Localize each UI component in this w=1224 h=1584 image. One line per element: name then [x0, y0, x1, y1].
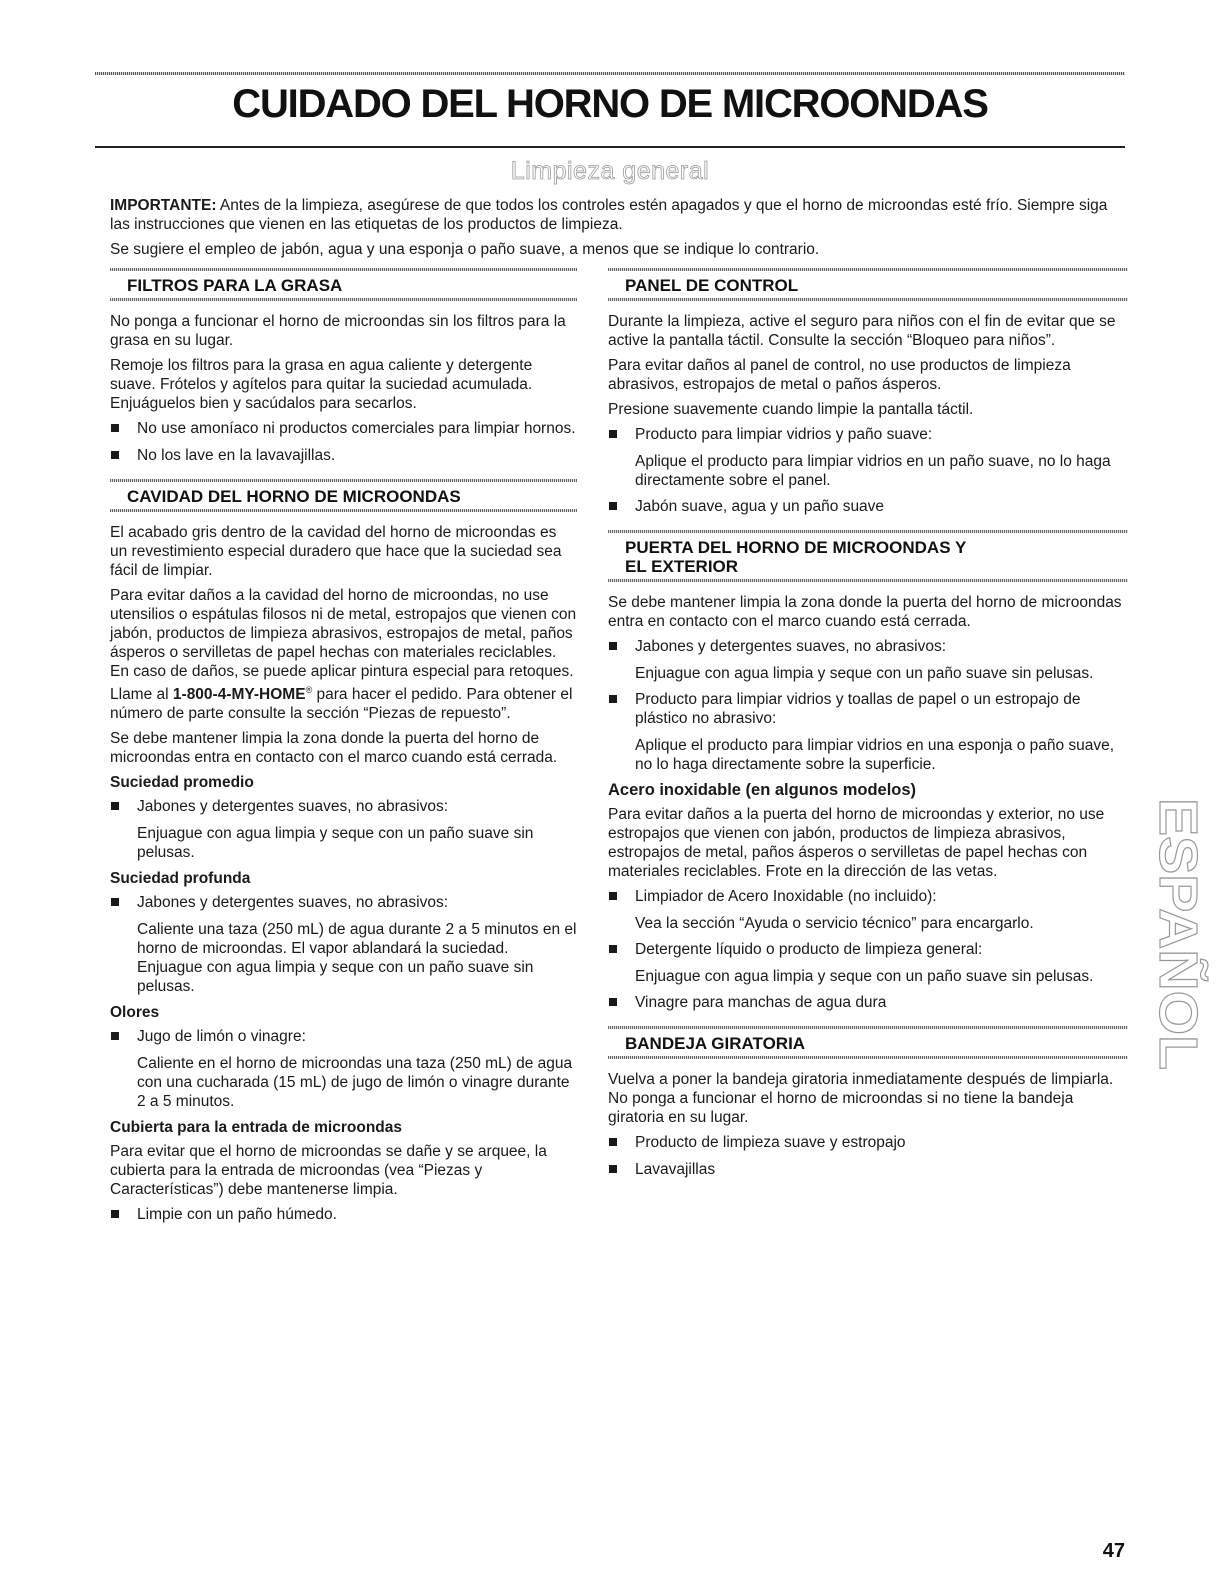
filtros-p1: No ponga a funcionar el horno de microondas sin los filtros para la grasa en su lugar.: [110, 313, 566, 349]
page-title: CUIDADO DEL HORNO DE MICROONDAS: [232, 82, 988, 126]
panel-section: [608, 268, 1128, 516]
list-item: No use amoníaco ni productos comerciales para limpiar hornos.: [110, 419, 577, 438]
bullet-icon: [111, 898, 119, 906]
puerta-bullet2-detail: Aplique el producto para limpiar vidrios en una esponja o paño suave, no lo haga directamente sobre la superficie.: [635, 737, 1115, 773]
bullet-icon: [111, 802, 119, 810]
top-divider: [95, 72, 1125, 75]
olores-label: Olores: [110, 1004, 160, 1022]
cavidad-p1: El acabado gris dentro de la cavidad del horno de microondas es un revestimiento especial duradero que hace que la suciedad sea fácil de limpiar.: [110, 524, 562, 579]
bullet-icon: [609, 430, 617, 438]
puerta-bullet1-detail: Enjuague con agua limpia y seque con un paño suave sin pelusas.: [635, 665, 1094, 682]
list-item: Jabones y detergentes suaves, no abrasivos:: [110, 797, 577, 816]
list-item: Lavavajillas: [608, 1160, 1128, 1179]
panel-p3: Presione suavemente cuando limpie la pantalla táctil.: [608, 401, 974, 418]
bullet-icon: [609, 1165, 617, 1173]
bullet-icon: [609, 642, 617, 650]
acero-b2-detail: Enjuague con agua limpia y seque con un paño suave sin pelusas.: [635, 968, 1094, 985]
list-item: Jabón suave, agua y un paño suave: [608, 497, 1128, 516]
important-note: [110, 196, 1125, 234]
registered-mark: ®: [305, 685, 313, 695]
phone-number: 1-800-4-MY-HOME: [172, 686, 306, 704]
list-item: Jabones y detergentes suaves, no abrasivos:: [608, 637, 1128, 656]
cavidad-heading: CAVIDAD DEL HORNO DE MICROONDAS: [110, 479, 577, 512]
list-item: No los lave en la lavavajillas.: [110, 446, 577, 465]
bandeja-section: [608, 1026, 1128, 1179]
important-text: Antes de la limpieza, asegúrese de que todos los controles estén apagados y que el horno de microondas esté frío. Siempre siga las instrucciones que vienen en las etiquetas de los productos de limpieza.: [110, 197, 1108, 233]
cavidad-section: [110, 479, 577, 1224]
left-column: [110, 268, 577, 1238]
acero-label: Acero inoxidable (en algunos modelos): [608, 781, 917, 799]
list-item: Vinagre para manchas de agua dura: [608, 993, 1128, 1012]
intro-block: [110, 196, 1125, 265]
filtros-p2: Remoje los filtros para la grasa en agua caliente y detergente suave. Frótelos y agítelos para quitar la suciedad acumulada. Enjuáguelos bien y sacúdalos para secarlos.: [110, 357, 533, 412]
puerta-p1: Se debe mantener limpia la zona donde la puerta del horno de microondas entra en contacto con el marco cuando está cerrada.: [608, 594, 1122, 630]
bullet-icon: [609, 502, 617, 510]
puerta-heading: PUERTA DEL HORNO DE MICROONDAS Y EL EXTERIOR: [608, 530, 1128, 582]
list-item: Producto para limpiar vidrios y paño suave:: [608, 425, 1128, 444]
bullet-icon: [111, 424, 119, 432]
right-column: [608, 268, 1128, 1193]
language-side-tab-label: ESPAÑOL: [1148, 798, 1208, 1056]
suggestion-note: Se sugiere el empleo de jabón, agua y una esponja o paño suave, a menos que se indique lo contrario.: [110, 241, 820, 258]
panel-heading: PANEL DE CONTROL: [608, 268, 1128, 301]
filtros-list: [110, 419, 577, 465]
list-item: Producto para limpiar vidrios y toallas de papel o un estropajo de plástico no abrasivo:: [608, 690, 1128, 728]
cubierta-label: Cubierta para la entrada de microondas: [110, 1119, 403, 1137]
puerta-section: [608, 530, 1128, 1012]
bandeja-heading: BANDEJA GIRATORIA: [608, 1026, 1128, 1059]
profunda-detail: Caliente una taza (250 mL) de agua durante 2 a 5 minutos en el horno de microondas. El vapor ablandará la suciedad. Enjuague con agua limpia y seque con un paño suave sin pelusas.: [137, 921, 577, 996]
list-item: Jabones y detergentes suaves, no abrasivos:: [110, 893, 577, 912]
cavidad-p3: Se debe mantener limpia la zona donde la puerta del horno de microondas entra en contacto con el marco cuando está cerrada.: [110, 730, 558, 767]
bullet-icon: [111, 451, 119, 459]
acero-b1-detail: Vea la sección “Ayuda o servicio técnico” para encargarlo.: [635, 915, 1034, 932]
panel-p2: Para evitar daños al panel de control, no use productos de limpieza abrasivos, estropajos de metal o paños ásperos.: [608, 357, 1071, 393]
filtros-heading: FILTROS PARA LA GRASA: [110, 268, 577, 301]
olores-detail: Caliente en el horno de microondas una taza (250 mL) de agua con una cucharada (15 mL) de jugo de limón o vinagre durante 2 a 5 minutos.: [137, 1055, 573, 1111]
bullet-icon: [609, 1138, 617, 1146]
bullet-icon: [609, 945, 617, 953]
title-underline: [95, 146, 1125, 148]
bullet-icon: [609, 892, 617, 900]
list-item: Detergente líquido o producto de limpieza general:: [608, 940, 1128, 959]
promedio-detail: Enjuague con agua limpia y seque con un paño suave sin pelusas.: [137, 825, 534, 862]
list-item: Limpiador de Acero Inoxidable (no incluido):: [608, 887, 1128, 906]
section-subtitle: Limpieza general: [510, 157, 710, 185]
bullet-icon: [609, 998, 617, 1006]
language-side-tab: [1138, 790, 1208, 1080]
bullet-icon: [111, 1210, 119, 1218]
page-number: 47: [1102, 1540, 1125, 1562]
filtros-section: [110, 268, 577, 465]
bullet-icon: [609, 695, 617, 703]
cubierta-text: Para evitar que el horno de microondas se dañe y se arquee, la cubierta para la entrada de microondas (vea “Piezas y Características”) debe mantenerse limpia.: [110, 1143, 547, 1199]
panel-bullet1-detail: Aplique el producto para limpiar vidrios en un paño suave, no lo haga directamente sobre el panel.: [635, 453, 1111, 489]
list-item: Jugo de limón o vinagre:: [110, 1027, 577, 1046]
bandeja-p1: Vuelva a poner la bandeja giratoria inmediatamente después de limpiarla. No ponga a funcionar el horno de microondas si no tiene la bandeja giratoria en su lugar.: [608, 1071, 1114, 1126]
acero-text: Para evitar daños a la puerta del horno de microondas y exterior, no use estropajos que vienen con jabón, productos de limpieza abrasivos, estropajos de metal, paños ásperos o servilletas de papel hechas con materiales reciclables. Frote en la dirección de las vetas.: [608, 806, 1105, 880]
bullet-icon: [111, 1032, 119, 1040]
list-item: Limpie con un paño húmedo.: [110, 1205, 577, 1224]
promedio-label: Suciedad promedio: [110, 774, 254, 792]
profunda-label: Suciedad profunda: [110, 870, 251, 888]
panel-p1: Durante la limpieza, active el seguro para niños con el fin de evitar que se active la pantalla táctil. Consulte la sección “Bloqueo para niños”.: [608, 313, 1116, 349]
important-label: IMPORTANTE:: [110, 197, 217, 214]
list-item: Producto de limpieza suave y estropajo: [608, 1133, 1128, 1152]
cavidad-p2: Para evitar daños a la cavidad del horno de microondas, no use utensilios o espátulas filosos ni de metal, estropajos que vienen con jabón, productos de limpieza abrasivos, estropajos de metal, paños ásperos o servilletas de papel hechas con materiales reciclables. En caso de daños, se puede aplicar pintura especial para retoques. Llame al 1-800-4-MY-HOME® para hacer el pedido. Para obtener el número de parte consulte la sección “Piezas de repuesto”.: [110, 587, 577, 723]
